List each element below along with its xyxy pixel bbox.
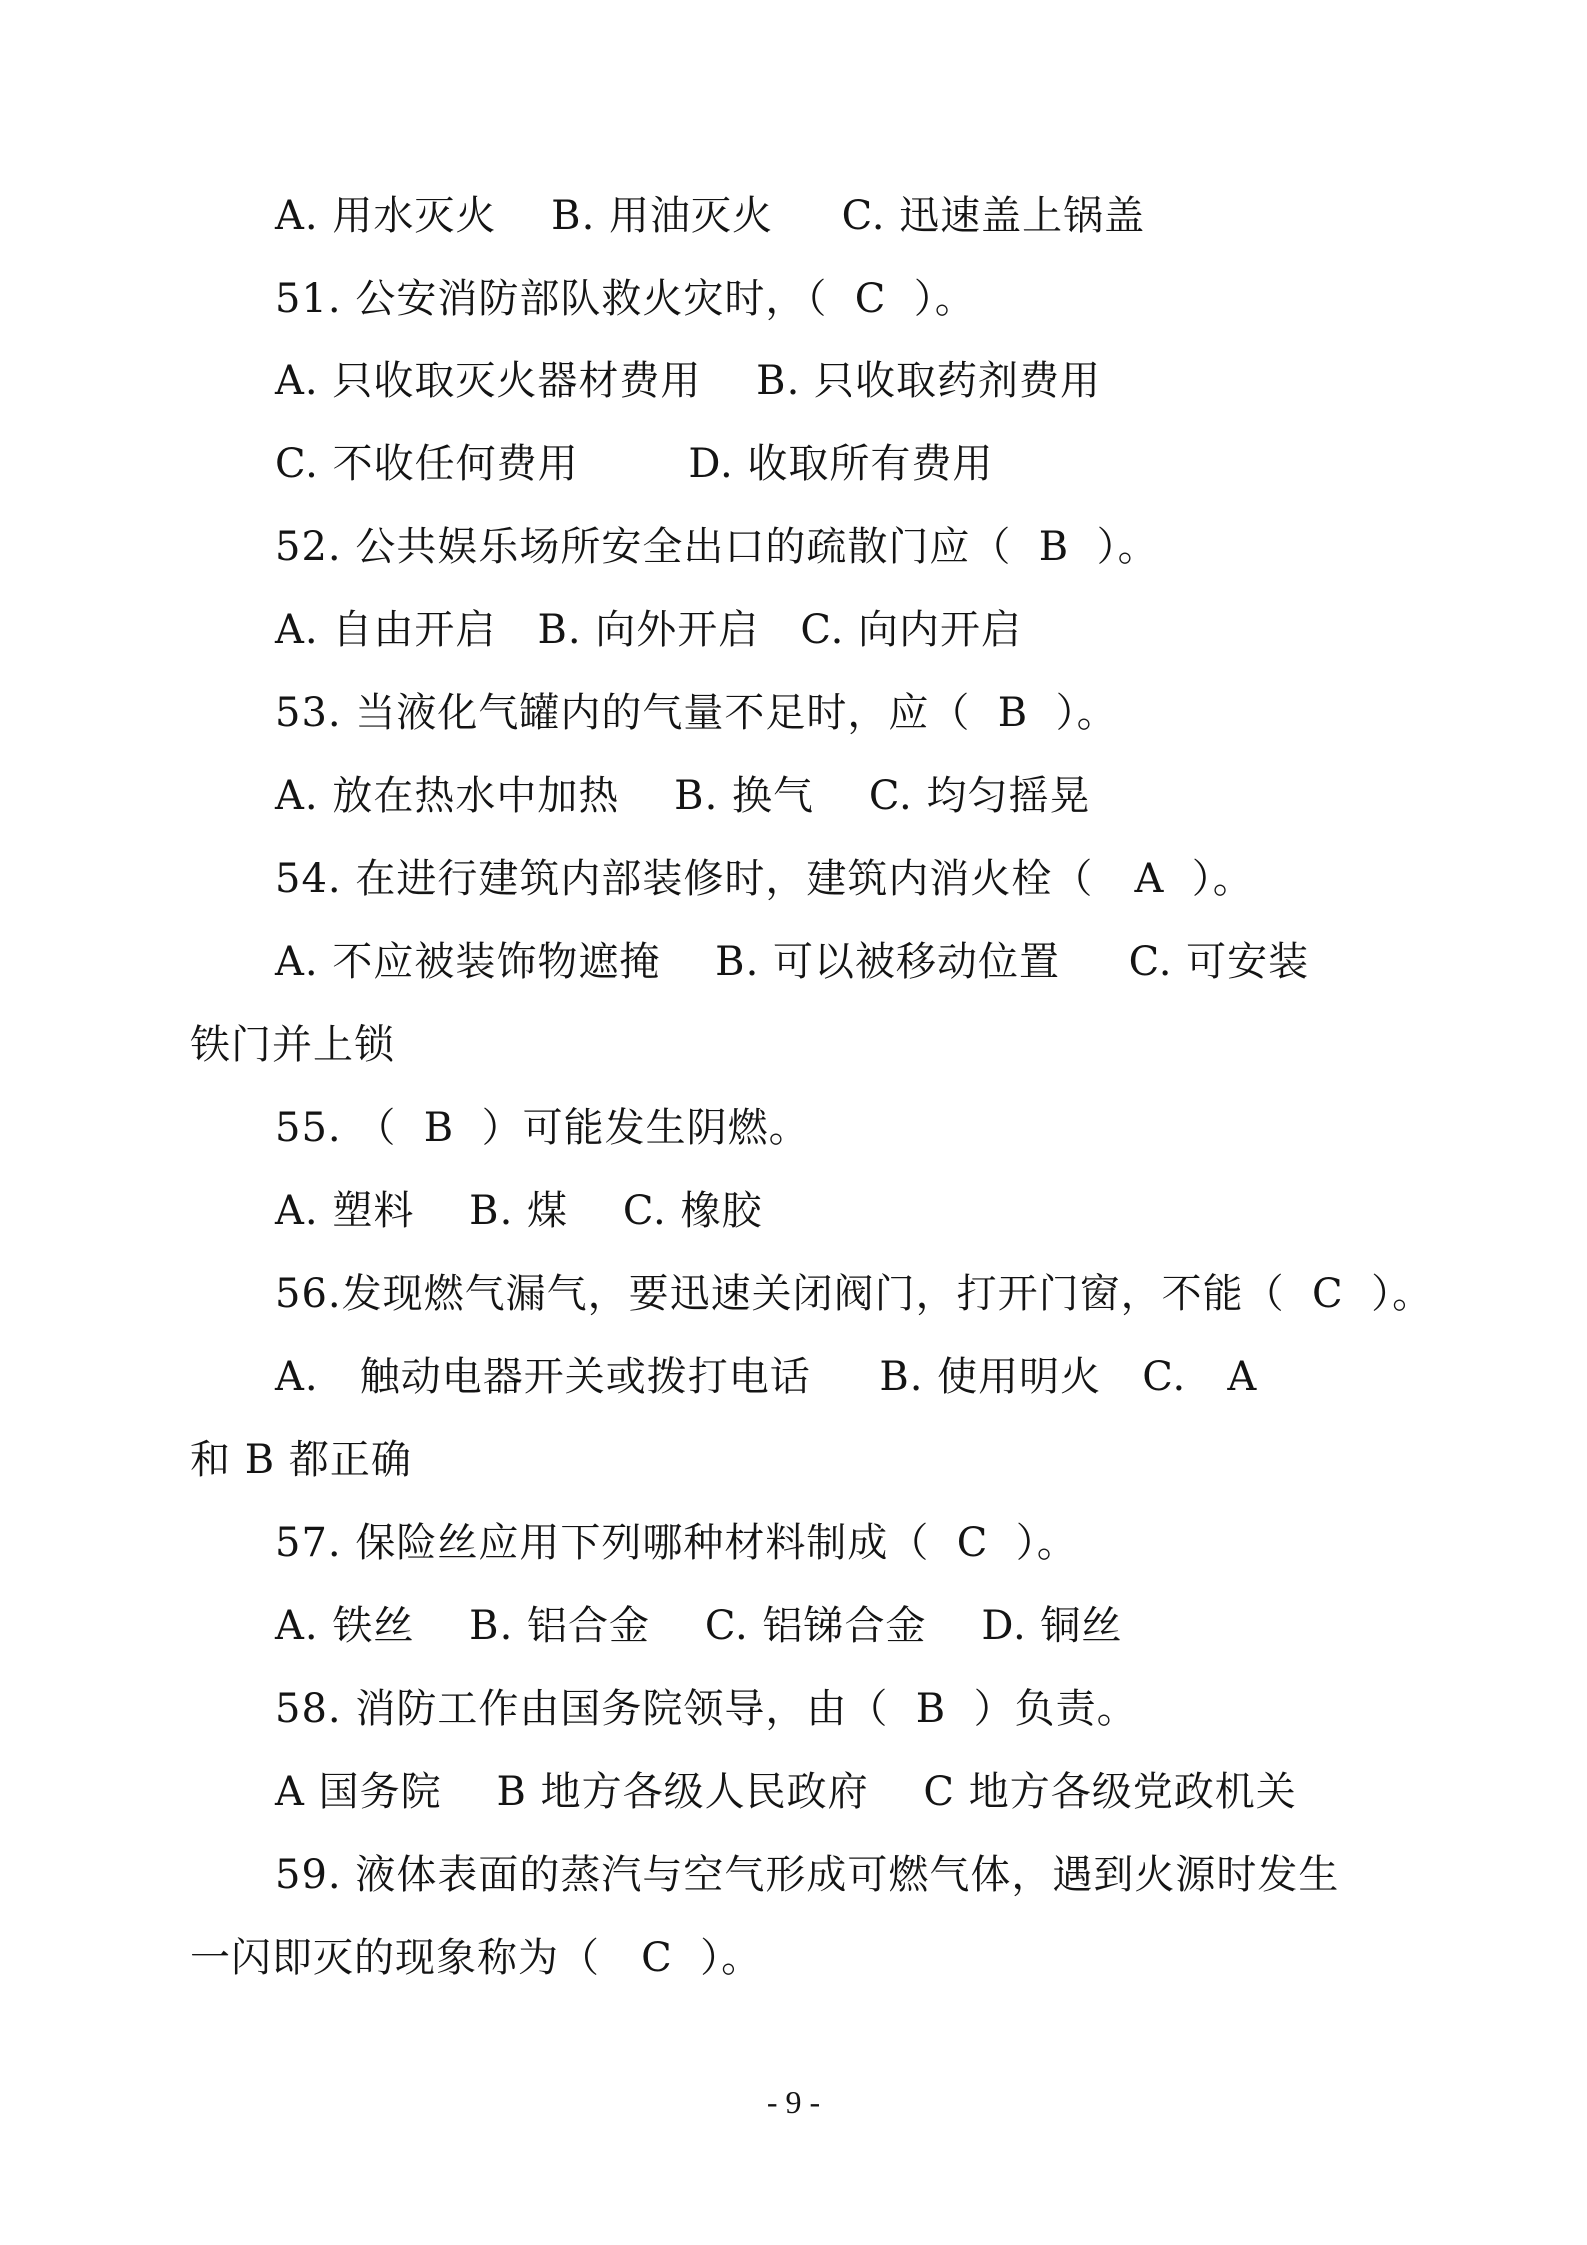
question-58: 58. 消防工作由国务院领导，由（ B ）负责。 (275, 1686, 1138, 1732)
option-line-q51-ab: A. 只收取灭火器材费用 B. 只收取药剂费用 (275, 358, 1101, 404)
question-57: 57. 保险丝应用下列哪种材料制成（ C ）。 (275, 1520, 1078, 1566)
page-number: - 9 - (766, 2084, 821, 2120)
option-line-q53: A. 放在热水中加热 B. 换气 C. 均匀摇晃 (275, 773, 1091, 819)
option-line-q58: A 国务院 B 地方各级人民政府 C 地方各级党政机关 (275, 1769, 1297, 1815)
question-54: 54. 在进行建筑内部装修时，建筑内消火栓（ A ）。 (275, 856, 1254, 902)
option-line-q54-continued: 铁门并上锁 (190, 1022, 395, 1068)
option-line-q57: A. 铁丝 B. 铝合金 C. 铝锑合金 D. 铜丝 (275, 1603, 1123, 1649)
option-line-q55: A. 塑料 B. 煤 C. 橡胶 (275, 1188, 763, 1234)
question-52: 52. 公共娱乐场所安全出口的疏散门应（ B ）。 (275, 524, 1159, 570)
option-line-q54: A. 不应被装饰物遮掩 B. 可以被移动位置 C. 可安装 (275, 939, 1310, 985)
question-59: 59. 液体表面的蒸汽与空气形成可燃气体，遇到火源时发生 (275, 1852, 1340, 1898)
option-line-q51-cd: C. 不收任何费用 D. 收取所有费用 (275, 441, 994, 487)
question-59-continued: 一闪即灭的现象称为（ C ）。 (190, 1935, 763, 1981)
question-55: 55. （ B ）可能发生阴燃。 (275, 1105, 810, 1151)
option-line-q56: A. 触动电器开关或拨打电话 B. 使用明火 C. A (275, 1354, 1258, 1400)
option-line-q52: A. 自由开启 B. 向外开启 C. 向内开启 (275, 607, 1023, 653)
question-53: 53. 当液化气罐内的气量不足时，应（ B ）。 (275, 690, 1118, 736)
option-line-q50: A. 用水灭火 B. 用油灭火 C. 迅速盖上锅盖 (275, 193, 1146, 239)
option-line-q56-continued: 和 B 都正确 (190, 1437, 412, 1483)
question-56: 56.发现燃气漏气，要迅速关闭阀门，打开门窗，不能（ C ）。 (275, 1271, 1434, 1317)
question-51: 51. 公安消防部队救火灾时，（ C ）。 (275, 276, 976, 322)
